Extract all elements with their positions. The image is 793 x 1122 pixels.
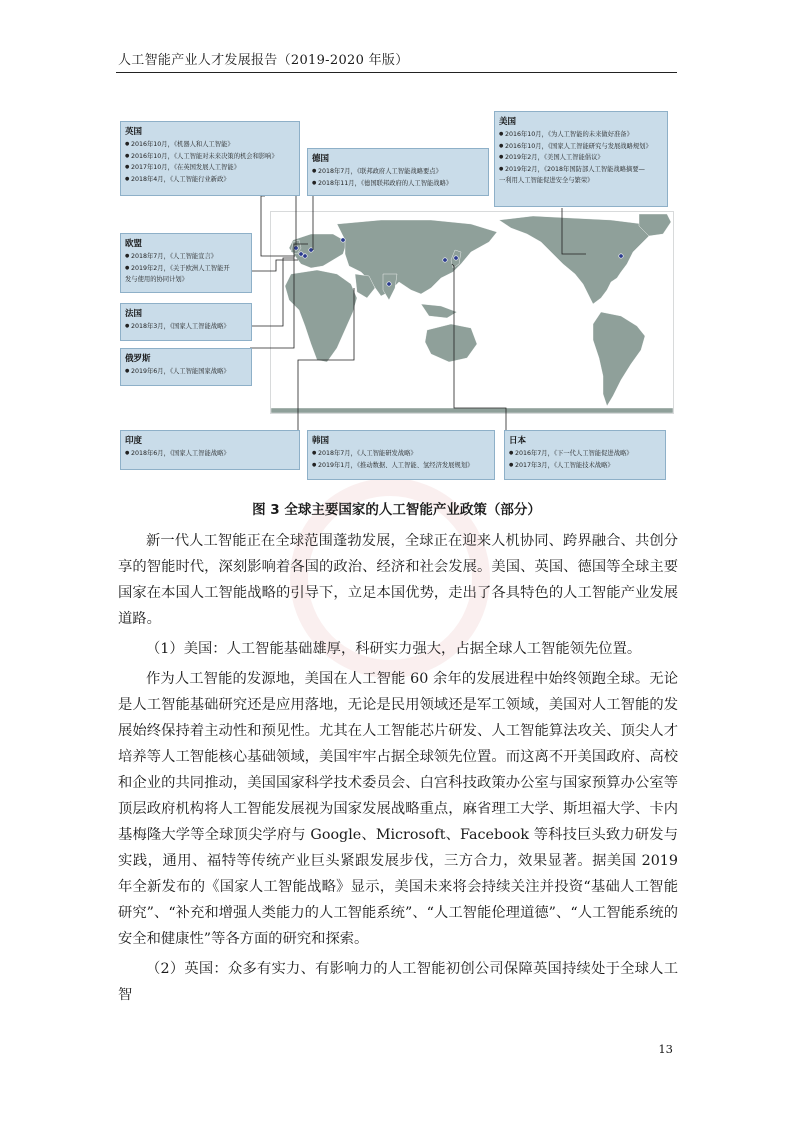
country-label-india: 印度: [125, 436, 143, 446]
header-rule: [116, 72, 677, 73]
policy-item: ● 2016年7月，《下一代人工智能促进战略》: [509, 448, 661, 460]
policy-item: ● 2019年2月，《2018年国防部人工智能战略摘要—: [499, 164, 663, 176]
body-text: [118, 528, 678, 1008]
policy-box-russia: [120, 348, 252, 386]
policy-item: ● 2017年10月，《在英国发展人工智能》: [125, 162, 295, 174]
policy-box-korea: [307, 430, 495, 480]
policy-item: ● 2017年3月，《人工智能技术战略》: [509, 460, 661, 472]
paragraph: 新一代人工智能正在全球范围蓬勃发展，全球正在迎来人机协同、跨界融合、共创分享的智能时代，深刻影响着各国的政治、经济和社会发展。美国、英国、德国等全球主要国家在本国人工智能战略的引导下，立足本国优势，走出了各具特色的人工智能产业发展道路。: [118, 533, 678, 627]
figure-caption: 图 3 全球主要国家的人工智能产业政策（部分）: [252, 502, 541, 518]
section-heading-uk: （2）英国：众多有实力、有影响力的人工智能初创公司保障英国持续处于全球人工智: [118, 961, 678, 1003]
section-heading-usa: （1）美国：人工智能基础雄厚，科研实力强大，占据全球人工智能领先位置。: [146, 641, 642, 657]
policy-item: ● 2018年11月，《德国联邦政府的人工智能战略》: [312, 178, 484, 190]
policy-box-india: [120, 430, 300, 470]
country-label-france: 法国: [125, 309, 143, 319]
country-label-japan: 日本: [509, 436, 527, 446]
policy-item: ● 2019年2月，《关于欧洲人工智能开: [125, 263, 247, 275]
policy-box-france: [120, 303, 252, 341]
policy-item: ● 2019年6月，《人工智能国家战略》: [125, 366, 247, 378]
policy-box-germany: [307, 148, 489, 196]
country-label-usa: 美国: [499, 117, 517, 127]
country-label-germany: 德国: [312, 154, 330, 164]
policy-item: ● 2016年10月，《人工智能对未来决策的机会和影响》: [125, 151, 295, 163]
policy-item: ● 2016年10月，《机器人和人工智能》: [125, 139, 295, 151]
policy-box-uk: [120, 121, 300, 196]
policy-item: ● 2019年2月，《美国人工智能倡议》: [499, 152, 663, 164]
country-label-korea: 韩国: [312, 436, 330, 446]
policy-item: ● 2018年3月，《国家人工智能战略》: [125, 321, 247, 333]
policy-item: ● 2016年10月，《为人工智能的未来做好准备》: [499, 129, 663, 141]
policy-item: ● 2018年4月，《人工智能行业新政》: [125, 174, 295, 186]
policy-item: ● 2018年7月，《联邦政府人工智能战略要点》: [312, 166, 484, 178]
policy-figure: [118, 108, 678, 486]
country-label-eu: 欧盟: [125, 239, 143, 249]
country-label-uk: 英国: [125, 127, 143, 137]
page-header: 人工智能产业人才发展报告（2019-2020 年版）: [118, 53, 409, 68]
policy-item: 一利用人工智能促进安全与繁荣》: [499, 177, 594, 185]
policy-item: 发与使用的协同计划》: [125, 276, 188, 284]
policy-box-eu: [120, 233, 252, 293]
policy-box-japan: [504, 430, 666, 480]
policy-item: ● 2018年7月，《人工智能宣言》: [125, 251, 247, 263]
paragraph: 作为人工智能的发源地，美国在人工智能 60 余年的发展进程中始终领跑全球。无论是人工智能基础研究还是应用落地，无论是民用领域还是军工领域，美国对人工智能的发展始终保持着主动性和预见性。尤其在人工智能芯片研发、人工智能算法攻关、顶尖人才培养等人工智能核心基础领域，美国牢牢占据全球领先位置。而这离不开美国政府、高校和企业的共同推动，美国国家科学技术委员会、白宫科技政策办公室与国家预算办公室等顶层政府机构将人工智能发展视为国家发展战略重点，麻省理工大学、斯坦福大学、卡内基梅隆大学等全球顶尖学府与 Google、Microsoft、Facebook 等科技巨头致力研发与实践，通用、福特等传统产业巨头紧跟发展步伐，三方合力，效果显著。据美国 2019 年全新发布的《国家人工智能战略》显示，美国未来将会持续关注并投资“基础人工智能研究”、“补充和增强人类能力的人工智能系统”、“人工智能伦理道德”、“人工智能系统的安全和健康性”等各方面的研究和探索。: [118, 671, 678, 947]
country-label-russia: 俄罗斯: [125, 354, 151, 364]
policy-item: ● 2016年10月，《国家人工智能研究与发展战略规划》: [499, 141, 663, 153]
policy-item: ● 2018年6月，《国家人工智能战略》: [125, 448, 295, 460]
page-number: 13: [658, 1042, 673, 1056]
policy-item: ● 2018年7月，《人工智能研发战略》: [312, 448, 490, 460]
policy-box-usa: [494, 111, 668, 207]
policy-item: ● 2019年1月，《推动数据、人工智能、氢经济发展规划》: [312, 460, 490, 472]
